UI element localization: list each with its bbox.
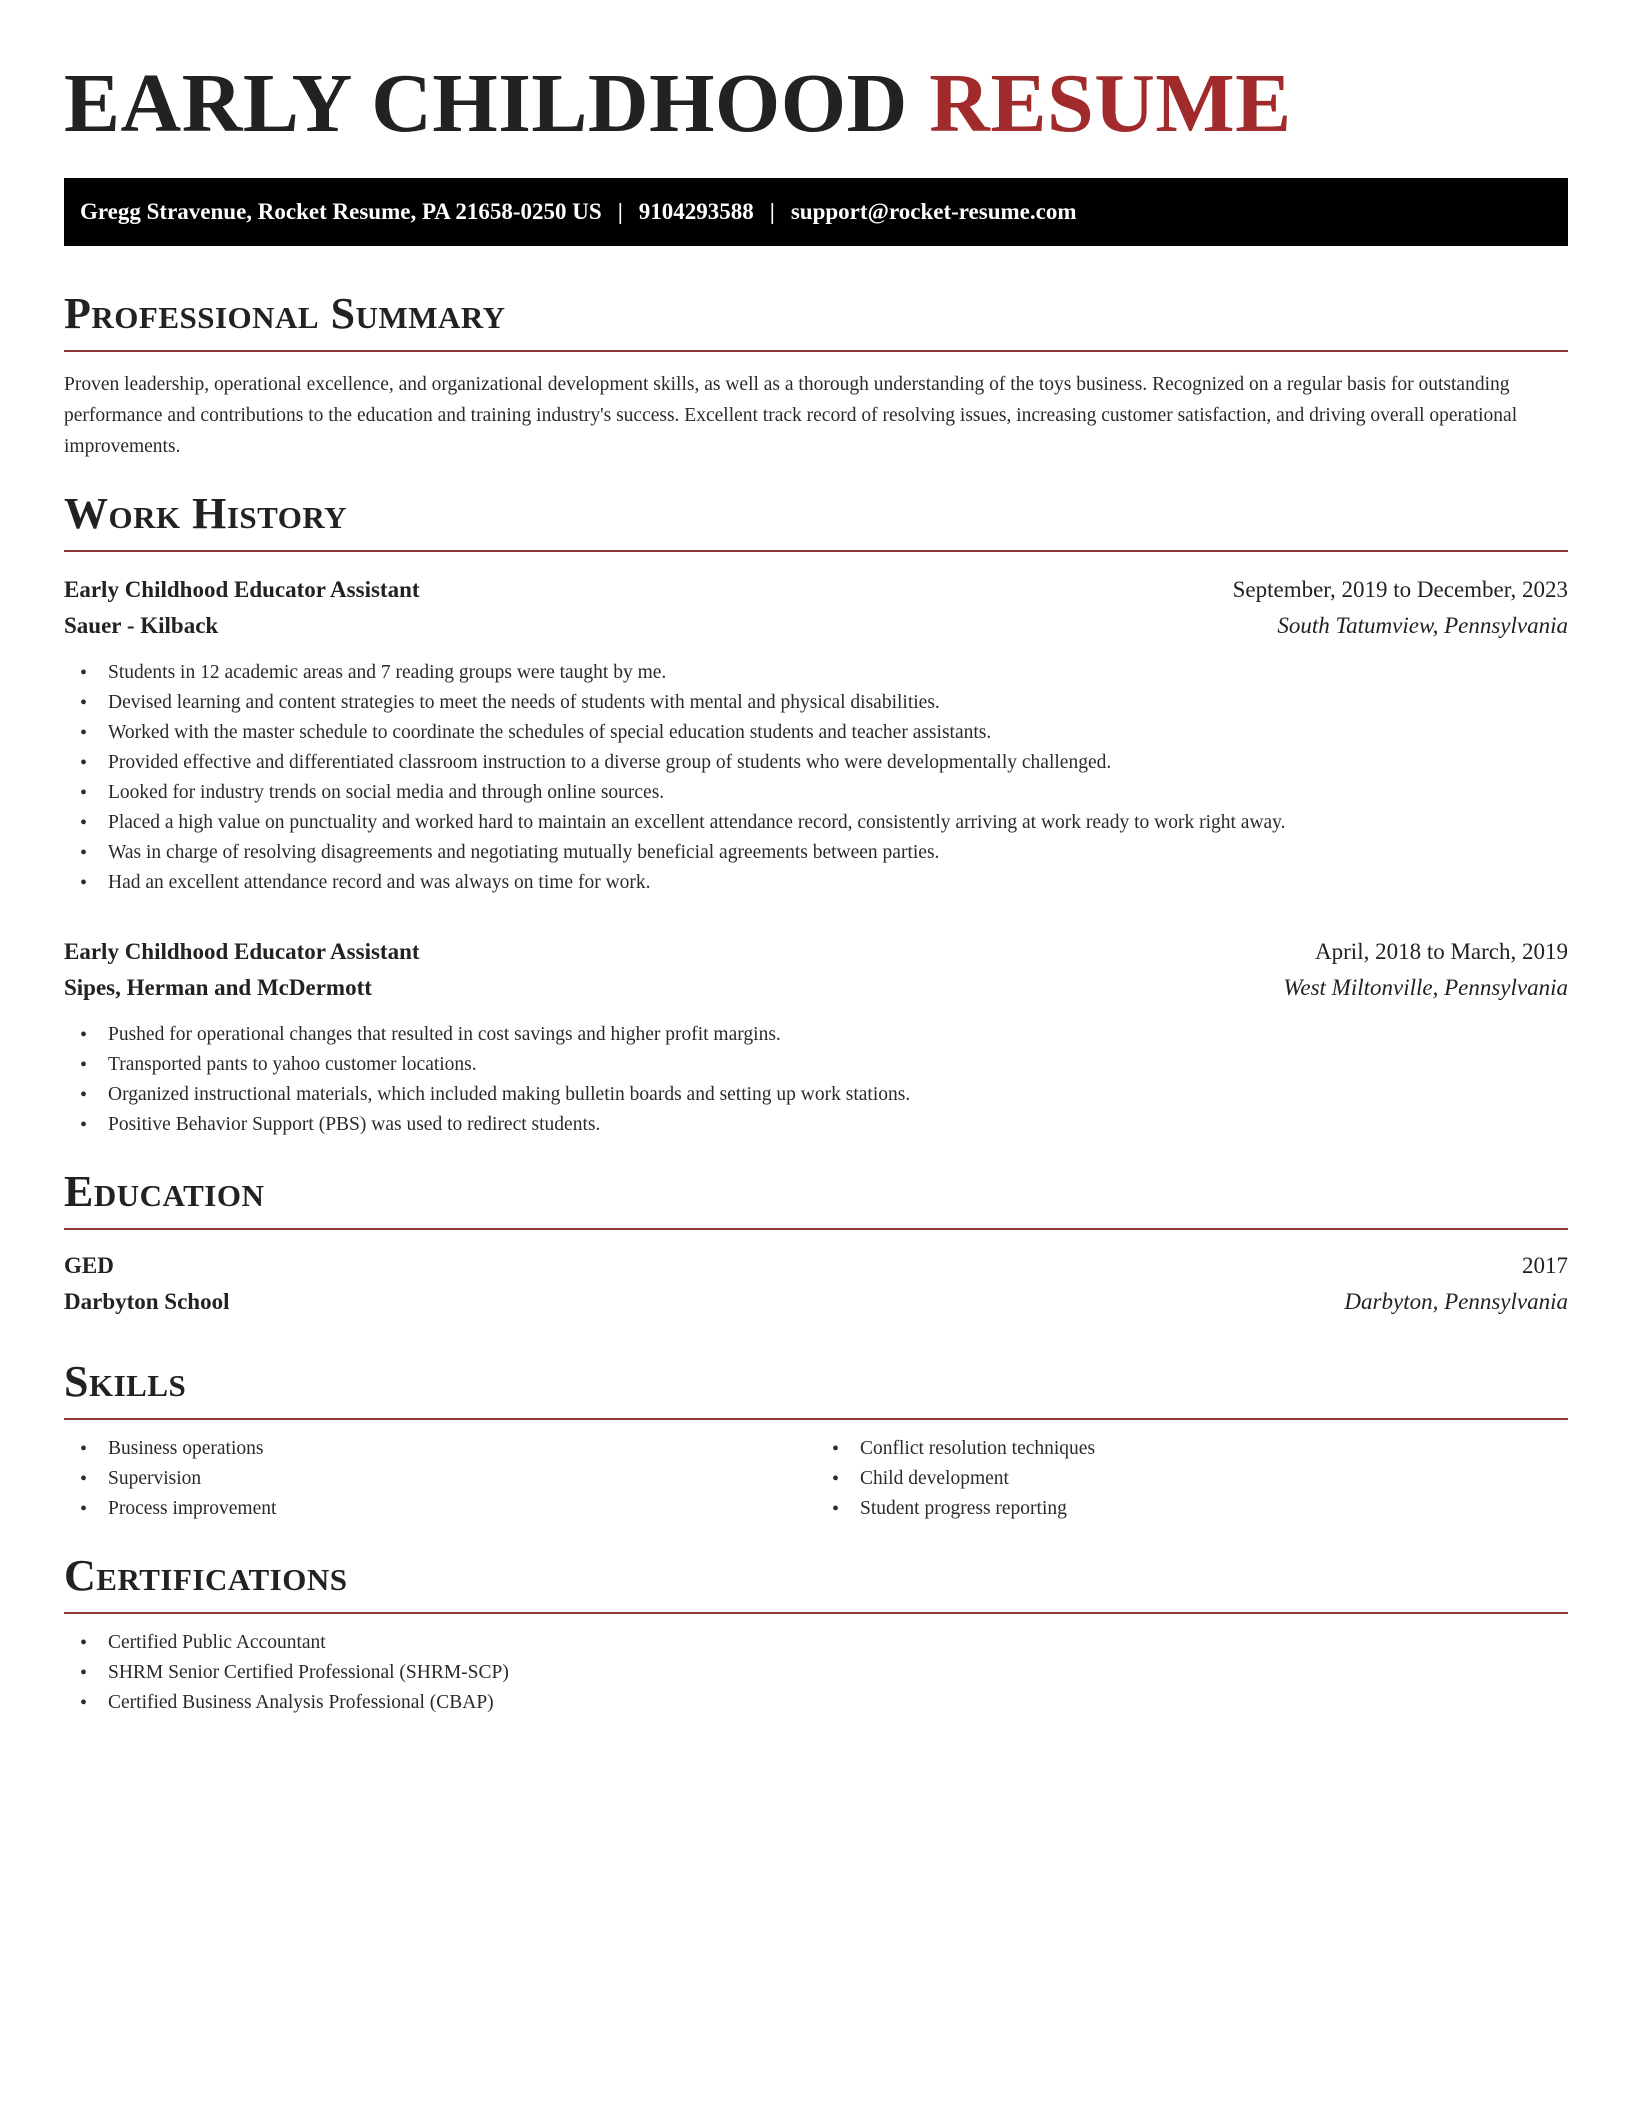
list-item: • Certified Business Analysis Professional (CBAP) [64, 1688, 1568, 1718]
list-item: • Provided effective and differentiated classroom instruction to a diverse group of students who were developmentally challenged. [64, 748, 1568, 778]
resume-title [64, 58, 1568, 150]
education-degree: GED [64, 1253, 114, 1278]
job-company: Sauer - Kilback [64, 613, 219, 638]
section-skills [64, 1358, 1568, 1524]
job-bullet-list [64, 658, 1568, 898]
education-year: 2017 [1522, 1253, 1568, 1278]
list-item: • Process improvement [64, 1494, 816, 1524]
section-heading: Certifications [64, 1552, 1568, 1614]
list-item: • Placed a high value on punctuality and worked hard to maintain an excellent attendance record, consistently arriving at work ready to work right away. [64, 808, 1568, 838]
list-item: • Transported pants to yahoo customer locations. [64, 1050, 1568, 1080]
job-location: West Miltonville, Pennsylvania [1283, 975, 1568, 1000]
section-heading: Education [64, 1168, 1568, 1230]
job-header-row [64, 934, 1568, 970]
education-entry [64, 1248, 1568, 1320]
title-accent: RESUME [929, 57, 1292, 150]
list-item: • Was in charge of resolving disagreements and negotiating mutually beneficial agreements between parties. [64, 838, 1568, 868]
summary-text: Proven leadership, operational excellence, and organizational development skills, as well as a thorough understanding of the toys business. Recognized on a regular basis for outstanding performance and contributions to the education and training industry's success. Excellent track record of resolving issues, increasing customer satisfaction, and driving overall operational improvements. [64, 374, 1518, 457]
list-item: • Child development [816, 1464, 1568, 1494]
skills-columns [64, 1434, 1568, 1524]
section-education [64, 1168, 1568, 1320]
education-header-row [64, 1248, 1568, 1284]
list-item: • Devised learning and content strategies to meet the needs of students with mental and physical disabilities. [64, 688, 1568, 718]
job-entry [64, 572, 1568, 898]
section-work-history [64, 490, 1568, 1140]
job-title: Early Childhood Educator Assistant [64, 939, 420, 964]
section-heading: Work History [64, 490, 1568, 552]
list-item: • Conflict resolution techniques [816, 1434, 1568, 1464]
list-item: • Certified Public Accountant [64, 1628, 1568, 1658]
certifications-list [64, 1628, 1568, 1718]
list-item: • Students in 12 academic areas and 7 reading groups were taught by me. [64, 658, 1568, 688]
job-location: South Tatumview, Pennsylvania [1277, 613, 1568, 638]
section-professional-summary [64, 290, 1568, 462]
job-dates: April, 2018 to March, 2019 [1315, 939, 1568, 964]
job-company-row [64, 970, 1568, 1006]
title-main: EARLY CHILDHOOD [64, 57, 908, 150]
section-heading: Professional Summary [64, 290, 1568, 352]
job-header-row [64, 572, 1568, 608]
list-item: • SHRM Senior Certified Professional (SHRM-SCP) [64, 1658, 1568, 1688]
list-item: • Worked with the master schedule to coordinate the schedules of special education students and teacher assistants. [64, 718, 1568, 748]
list-item: • Supervision [64, 1464, 816, 1494]
list-item: • Looked for industry trends on social media and through online sources. [64, 778, 1568, 808]
job-company-row [64, 608, 1568, 644]
education-location: Darbyton, Pennsylvania [1344, 1289, 1568, 1314]
contact-separator: | [769, 199, 775, 224]
list-item: • Student progress reporting [816, 1494, 1568, 1524]
list-item: • Pushed for operational changes that resulted in cost savings and higher profit margins. [64, 1020, 1568, 1050]
list-item: • Business operations [64, 1434, 816, 1464]
contact-bar [64, 178, 1568, 246]
skills-list-right [816, 1434, 1568, 1524]
job-dates: September, 2019 to December, 2023 [1232, 577, 1568, 602]
section-certifications [64, 1552, 1568, 1718]
education-school: Darbyton School [64, 1289, 230, 1314]
skills-list-left [64, 1434, 816, 1524]
list-item: • Had an excellent attendance record and was always on time for work. [64, 868, 1568, 898]
contact-email: support@rocket-resume.com [790, 199, 1077, 224]
job-title: Early Childhood Educator Assistant [64, 577, 420, 602]
job-company: Sipes, Herman and McDermott [64, 975, 372, 1000]
education-school-row [64, 1284, 1568, 1320]
contact-phone: 9104293588 [638, 199, 754, 224]
contact-separator: | [617, 199, 623, 224]
contact-address: Gregg Stravenue, Rocket Resume, PA 21658-0250 US [80, 199, 602, 224]
list-item: • Positive Behavior Support (PBS) was used to redirect students. [64, 1110, 1568, 1140]
job-entry [64, 934, 1568, 1140]
section-heading: Skills [64, 1358, 1568, 1420]
list-item: • Organized instructional materials, which included making bulletin boards and setting up work stations. [64, 1080, 1568, 1110]
job-bullet-list [64, 1020, 1568, 1140]
